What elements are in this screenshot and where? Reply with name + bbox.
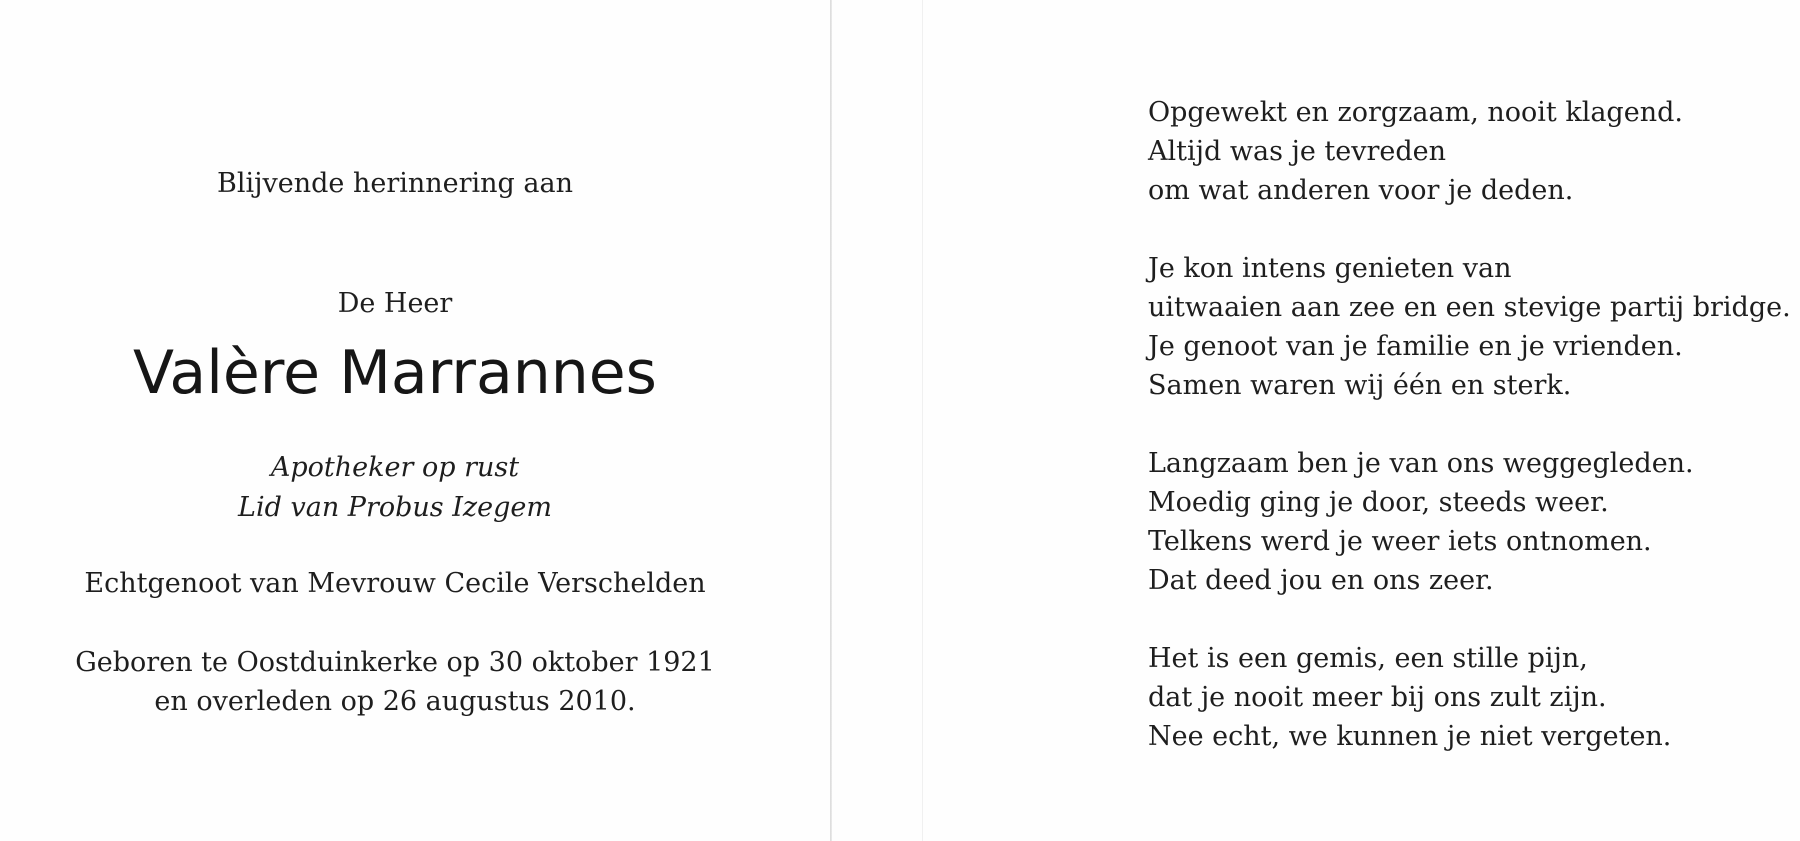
poem-line: uitwaaien aan zee en een stevige partij bridge. [1148,292,1791,323]
poem-line: Langzaam ben je van ons weggegleden. [1148,448,1694,479]
poem-panel [1148,0,1791,841]
poem-line: Dat deed jou en ons zeer. [1148,565,1494,596]
poem-line: Opgewekt en zorgzaam, nooit klagend. [1148,97,1683,128]
poem-line: Het is een gemis, een stille pijn, [1148,643,1588,674]
death-text: en overleden op 26 augustus 2010. [154,686,636,717]
birth-text: Geboren te Oostduinkerke op 30 oktober 1921 [75,647,715,678]
spouse-text: Echtgenoot van Mevrouw Cecile Verschelden [84,568,706,599]
fold-line [830,0,832,841]
occupation: Apotheker op rust [270,452,520,483]
memorial-left-panel [0,0,790,841]
poem-line: Moedig ging je door, steeds weer. [1148,487,1609,518]
fold-edge [922,0,923,841]
poem-line: dat je nooit meer bij ons zult zijn. [1148,682,1607,713]
poem-stanza [1148,249,1791,405]
deceased-name: Valère Marrannes [133,338,657,408]
poem-line: om wat anderen voor je deden. [1148,175,1574,206]
poem-line: Je kon intens genieten van [1148,253,1512,284]
membership: Lid van Probus Izegem [238,492,552,523]
poem-stanza [1148,639,1671,756]
honorific: De Heer [337,288,453,319]
poem-stanza [1148,444,1694,600]
poem-line: Altijd was je tevreden [1148,136,1447,167]
intro-text: Blijvende herinnering aan [217,168,573,199]
poem-line: Samen waren wij één en sterk. [1148,370,1572,401]
poem-line: Nee echt, we kunnen je niet vergeten. [1148,721,1672,752]
poem-line: Je genoot van je familie en je vrienden. [1148,331,1683,362]
poem-line: Telkens werd je weer iets ontnomen. [1148,526,1652,557]
poem-stanza [1148,93,1683,210]
